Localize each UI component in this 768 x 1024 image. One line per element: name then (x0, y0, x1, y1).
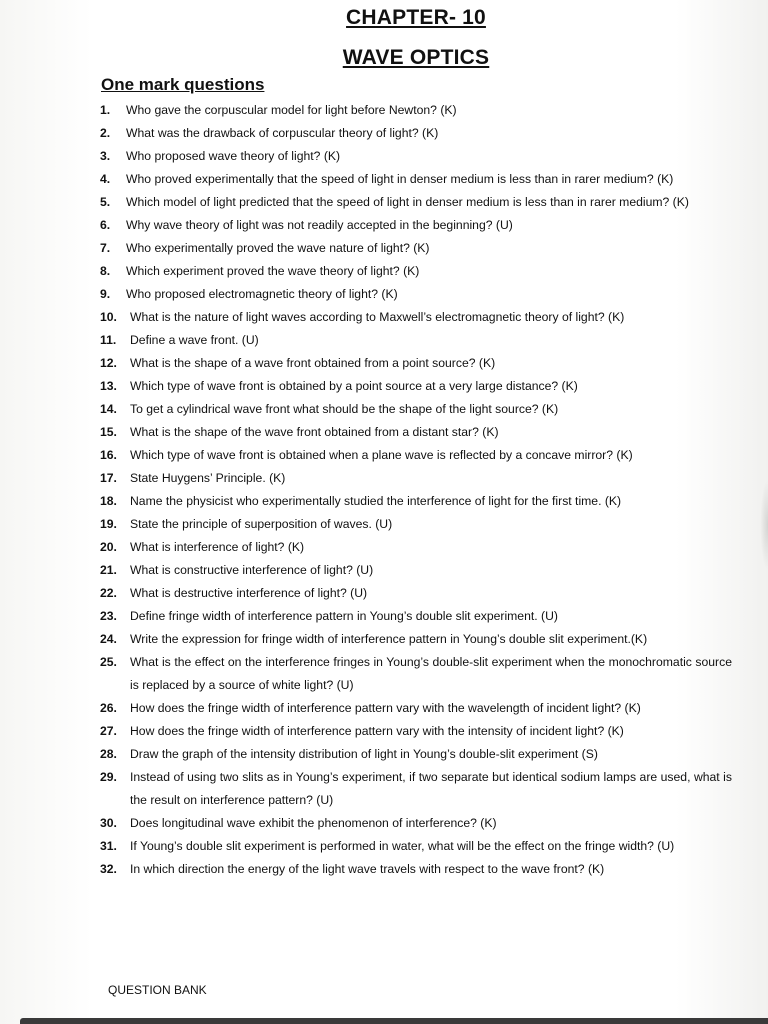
question-number: 1. (100, 103, 111, 117)
question-item (100, 122, 732, 145)
question-number: 8. (100, 264, 111, 278)
question-text: What was the drawback of corpuscular theory of light? (K) (126, 126, 439, 140)
question-item (100, 421, 732, 444)
question-item (100, 605, 732, 628)
question-text: Who proposed electromagnetic theory of light? (K) (126, 287, 398, 301)
question-text: What is the effect on the interference fringes in Young’s double-slit experiment when the monochromatic source is replaced by a source of white light? (U) (130, 655, 732, 692)
question-item (100, 858, 732, 881)
page-bottom-edge (20, 1018, 768, 1024)
footer-label: QUESTION BANK (108, 983, 207, 997)
question-number: 25. (100, 655, 117, 669)
question-item (100, 214, 732, 237)
question-item (100, 145, 732, 168)
question-text: State the principle of superposition of waves. (U) (130, 517, 393, 531)
question-number: 31. (100, 839, 117, 853)
question-text: Which model of light predicted that the speed of light in denser medium is less than in rarer medium? (K) (126, 195, 689, 209)
question-text: In which direction the energy of the light wave travels with respect to the wave front? (K) (130, 862, 605, 876)
question-item (100, 260, 732, 283)
question-item (100, 559, 732, 582)
question-number: 11. (100, 333, 117, 347)
question-text: Instead of using two slits as in Young’s experiment, if two separate but identical sodium lamps are used, what is the result on interference pattern? (U) (130, 770, 732, 807)
question-item (100, 99, 732, 122)
question-number: 18. (100, 494, 117, 508)
question-number: 7. (100, 241, 111, 255)
question-text: Who experimentally proved the wave nature of light? (K) (126, 241, 430, 255)
question-item (100, 375, 732, 398)
question-text: Which experiment proved the wave theory of light? (K) (126, 264, 420, 278)
question-text: What is the shape of the wave front obtained from a distant star? (K) (130, 425, 499, 439)
question-item (100, 697, 732, 720)
question-number: 27. (100, 724, 117, 738)
section-heading: One mark questions (101, 75, 265, 94)
question-number: 2. (100, 126, 111, 140)
question-number: 5. (100, 195, 111, 209)
question-text: Name the physicist who experimentally studied the interference of light for the first time. (K) (130, 494, 622, 508)
question-number: 10. (100, 310, 117, 324)
question-number: 32. (100, 862, 117, 876)
question-number: 4. (100, 172, 111, 186)
question-number: 22. (100, 586, 117, 600)
question-text: What is constructive interference of light? (U) (130, 563, 374, 577)
question-item (100, 651, 732, 697)
question-text: Write the expression for fringe width of interference pattern in Young’s double slit experiment.(K) (130, 632, 648, 646)
question-number: 21. (100, 563, 117, 577)
question-text: How does the fringe width of interference pattern vary with the wavelength of incident light? (K) (130, 701, 641, 715)
question-text: If Young’s double slit experiment is performed in water, what will be the effect on the fringe width? (U) (130, 839, 675, 853)
question-number: 30. (100, 816, 117, 830)
question-item (100, 237, 732, 260)
question-number: 13. (100, 379, 117, 393)
question-item (100, 720, 732, 743)
question-number: 17. (100, 471, 117, 485)
question-item (100, 513, 732, 536)
question-item (100, 582, 732, 605)
question-item (100, 398, 732, 421)
question-number: 15. (100, 425, 117, 439)
question-number: 20. (100, 540, 117, 554)
question-text: State Huygens’ Principle. (K) (130, 471, 286, 485)
question-number: 19. (100, 517, 117, 531)
question-text: Define fringe width of interference pattern in Young’s double slit experiment. (U) (130, 609, 558, 623)
page-edge-shadow (760, 480, 768, 570)
question-number: 9. (100, 287, 111, 301)
question-item (100, 191, 732, 214)
question-number: 26. (100, 701, 117, 715)
chapter-title: WAVE OPTICS (342, 46, 490, 69)
question-text: Who proved experimentally that the speed of light in denser medium is less than in rarer medium? (K) (126, 172, 674, 186)
question-text: Define a wave front. (U) (130, 333, 259, 347)
question-item (100, 352, 732, 375)
question-text: What is the nature of light waves according to Maxwell’s electromagnetic theory of light? (K) (130, 310, 625, 324)
question-number: 3. (100, 149, 111, 163)
question-item (100, 168, 732, 191)
question-text: Why wave theory of light was not readily accepted in the beginning? (U) (126, 218, 513, 232)
question-text: Which type of wave front is obtained by a point source at a very large distance? (K) (130, 379, 578, 393)
chapter-number: CHAPTER- 10 (346, 6, 486, 29)
question-item (100, 766, 732, 812)
question-text: Draw the graph of the intensity distribution of light in Young’s double-slit experiment (S) (130, 747, 598, 761)
question-number: 29. (100, 770, 117, 784)
question-item (100, 283, 732, 306)
question-text: Who gave the corpuscular model for light before Newton? (K) (126, 103, 457, 117)
question-number: 12. (100, 356, 117, 370)
question-number: 23. (100, 609, 117, 623)
question-item (100, 628, 732, 651)
question-item (100, 329, 732, 352)
question-number: 14. (100, 402, 117, 416)
question-item (100, 490, 732, 513)
question-number: 16. (100, 448, 117, 462)
question-text: Which type of wave front is obtained when a plane wave is reflected by a concave mirror? (K) (130, 448, 633, 462)
question-text: How does the fringe width of interference pattern vary with the intensity of incident light? (K) (130, 724, 624, 738)
question-number: 6. (100, 218, 111, 232)
question-item (100, 536, 732, 559)
question-item (100, 743, 732, 766)
question-text: What is destructive interference of light? (U) (130, 586, 368, 600)
question-text: What is interference of light? (K) (130, 540, 305, 554)
question-item (100, 835, 732, 858)
question-number: 24. (100, 632, 117, 646)
question-number: 28. (100, 747, 117, 761)
question-item (100, 467, 732, 490)
question-item (100, 812, 732, 835)
question-item (100, 306, 732, 329)
question-item (100, 444, 732, 467)
question-text: To get a cylindrical wave front what should be the shape of the light source? (K) (130, 402, 559, 416)
question-text: Who proposed wave theory of light? (K) (126, 149, 341, 163)
question-list (100, 99, 732, 881)
question-text: Does longitudinal wave exhibit the phenomenon of interference? (K) (130, 816, 497, 830)
question-text: What is the shape of a wave front obtained from a point source? (K) (130, 356, 496, 370)
